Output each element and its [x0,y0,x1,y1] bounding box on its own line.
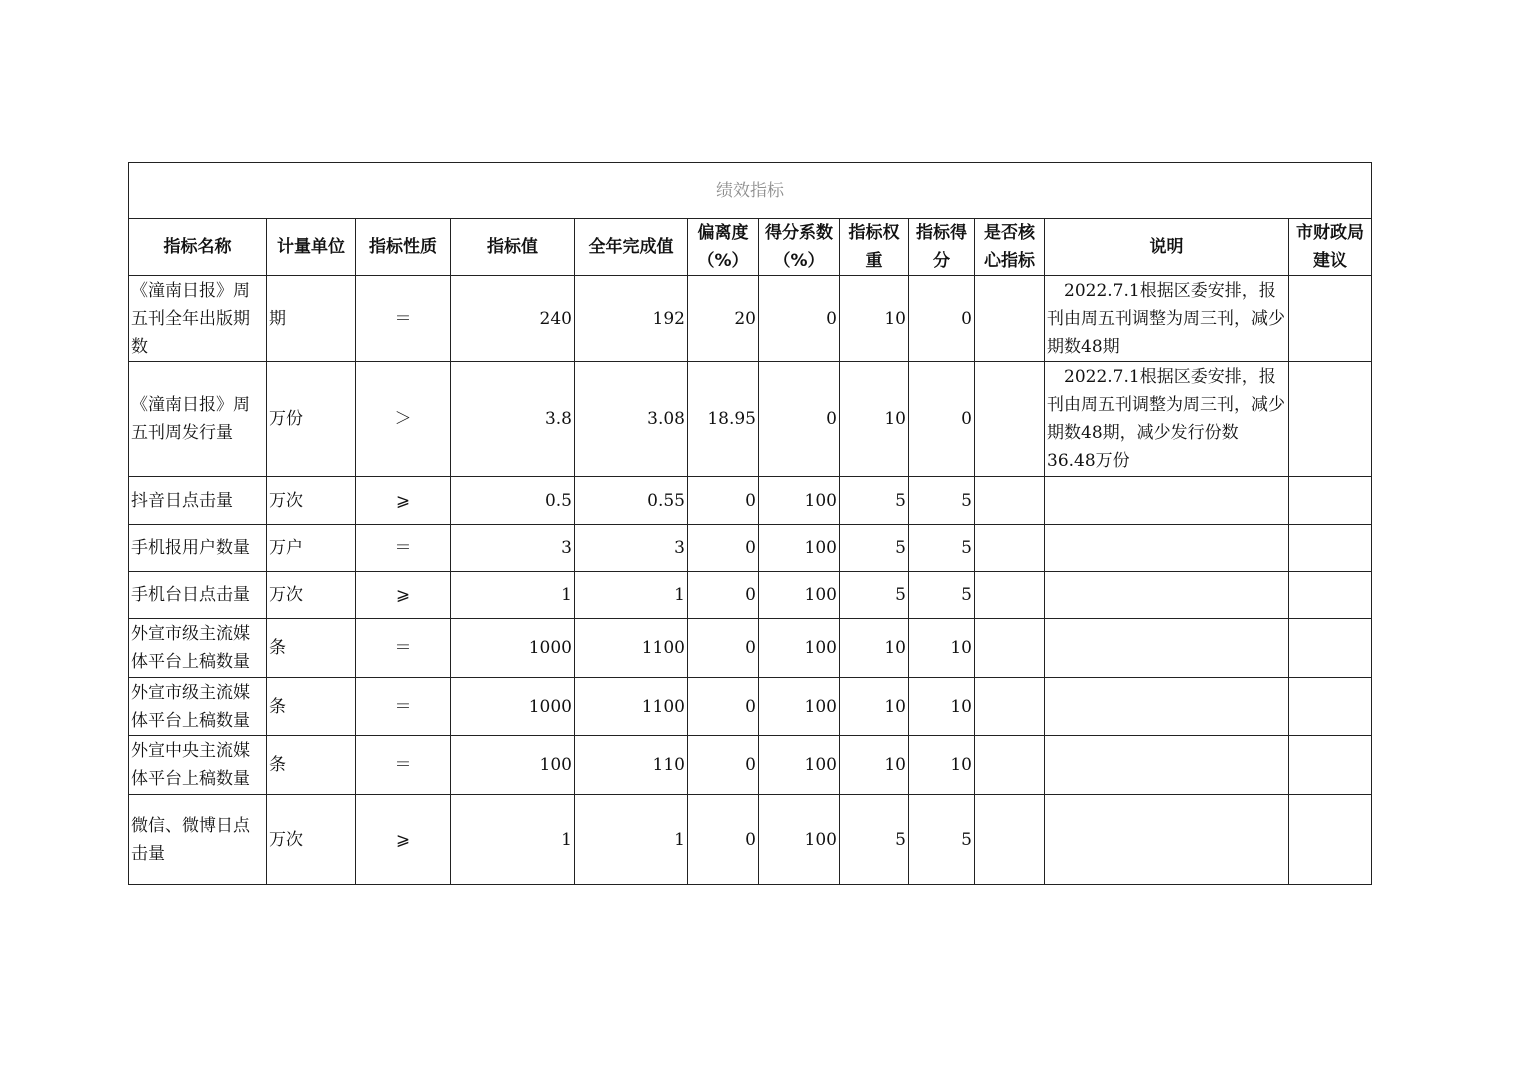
deviation-cell: 0 [688,525,759,572]
column-header-deviation: 偏离度（%） [688,219,759,276]
indicator-name-cell: 外宣中央主流媒体平台上稿数量 [129,736,267,795]
column-header-target: 指标值 [451,219,575,276]
core-indicator-cell [975,477,1045,525]
finance-bureau-advice-cell [1289,362,1372,477]
finance-bureau-advice-cell [1289,525,1372,572]
column-header-note: 说明 [1045,219,1289,276]
nature-cell: ＞ [356,362,451,477]
finance-bureau-advice-cell [1289,572,1372,619]
annual-actual-cell: 1100 [575,678,688,736]
indicator-name-cell: 微信、微博日点击量 [129,795,267,885]
indicator-score-cell: 10 [909,619,975,678]
column-header-core: 是否核心指标 [975,219,1045,276]
weight-cell: 10 [840,736,909,795]
column-header-nature: 指标性质 [356,219,451,276]
unit-cell: 期 [267,276,356,362]
weight-cell: 5 [840,477,909,525]
target-value-cell: 100 [451,736,575,795]
score-coefficient-cell: 100 [759,619,840,678]
target-value-cell: 1 [451,795,575,885]
score-coefficient-cell: 100 [759,678,840,736]
description-cell [1045,678,1289,736]
column-header-advice: 市财政局建议 [1289,219,1372,276]
indicator-name-cell: 抖音日点击量 [129,477,267,525]
score-coefficient-cell: 0 [759,276,840,362]
nature-cell: ⩾ [356,477,451,525]
indicator-name-cell: 手机报用户数量 [129,525,267,572]
description-cell [1045,736,1289,795]
annual-actual-cell: 1100 [575,619,688,678]
weight-cell: 5 [840,795,909,885]
weight-cell: 5 [840,525,909,572]
annual-actual-cell: 3 [575,525,688,572]
column-header-name: 指标名称 [129,219,267,276]
deviation-cell: 18.95 [688,362,759,477]
target-value-cell: 1 [451,572,575,619]
weight-cell: 10 [840,678,909,736]
unit-cell: 万户 [267,525,356,572]
description-cell: 2022.7.1根据区委安排，报刊由周五刊调整为周三刊，减少期数48期，减少发行份数36.48万份 [1045,362,1289,477]
core-indicator-cell [975,572,1045,619]
indicator-name-cell: 外宣市级主流媒体平台上稿数量 [129,619,267,678]
indicator-score-cell: 5 [909,477,975,525]
indicator-score-cell: 0 [909,276,975,362]
unit-cell: 条 [267,678,356,736]
weight-cell: 10 [840,276,909,362]
target-value-cell: 3.8 [451,362,575,477]
score-coefficient-cell: 100 [759,525,840,572]
indicator-score-cell: 5 [909,572,975,619]
indicator-name-cell: 外宣市级主流媒体平台上稿数量 [129,678,267,736]
column-header-actual: 全年完成值 [575,219,688,276]
indicator-name-cell: 手机台日点击量 [129,572,267,619]
finance-bureau-advice-cell [1289,276,1372,362]
target-value-cell: 0.5 [451,477,575,525]
core-indicator-cell [975,678,1045,736]
annual-actual-cell: 1 [575,572,688,619]
nature-cell: ⩾ [356,572,451,619]
table-row [129,736,1372,795]
deviation-cell: 0 [688,619,759,678]
annual-actual-cell: 1 [575,795,688,885]
annual-actual-cell: 3.08 [575,362,688,477]
deviation-cell: 0 [688,736,759,795]
description-cell: 2022.7.1根据区委安排，报刊由周五刊调整为周三刊，减少期数48期 [1045,276,1289,362]
deviation-cell: 0 [688,795,759,885]
core-indicator-cell [975,736,1045,795]
finance-bureau-advice-cell [1289,678,1372,736]
finance-bureau-advice-cell [1289,795,1372,885]
weight-cell: 5 [840,572,909,619]
nature-cell: ＝ [356,678,451,736]
annual-actual-cell: 110 [575,736,688,795]
table-row [129,477,1372,525]
finance-bureau-advice-cell [1289,477,1372,525]
deviation-cell: 0 [688,477,759,525]
score-coefficient-cell: 100 [759,572,840,619]
deviation-cell: 20 [688,276,759,362]
score-coefficient-cell: 0 [759,362,840,477]
target-value-cell: 240 [451,276,575,362]
unit-cell: 条 [267,619,356,678]
unit-cell: 条 [267,736,356,795]
table-row [129,619,1372,678]
weight-cell: 10 [840,362,909,477]
indicator-score-cell: 5 [909,525,975,572]
table-body [129,276,1372,885]
column-header-unit: 计量单位 [267,219,356,276]
description-cell [1045,619,1289,678]
core-indicator-cell [975,276,1045,362]
unit-cell: 万次 [267,572,356,619]
weight-cell: 10 [840,619,909,678]
indicator-score-cell: 10 [909,678,975,736]
nature-cell: ＝ [356,525,451,572]
target-value-cell: 1000 [451,619,575,678]
column-header-weight: 指标权重 [840,219,909,276]
unit-cell: 万份 [267,362,356,477]
indicator-score-cell: 10 [909,736,975,795]
column-header-row [129,219,1372,276]
table-title: 绩效指标 [129,163,1372,219]
annual-actual-cell: 192 [575,276,688,362]
core-indicator-cell [975,619,1045,678]
table-row [129,572,1372,619]
core-indicator-cell [975,795,1045,885]
nature-cell: ＝ [356,276,451,362]
table-row [129,525,1372,572]
indicator-name-cell: 《潼南日报》周五刊全年出版期数 [129,276,267,362]
core-indicator-cell [975,525,1045,572]
score-coefficient-cell: 100 [759,736,840,795]
score-coefficient-cell: 100 [759,477,840,525]
column-header-coef: 得分系数（%） [759,219,840,276]
deviation-cell: 0 [688,572,759,619]
core-indicator-cell [975,362,1045,477]
indicator-score-cell: 0 [909,362,975,477]
description-cell [1045,477,1289,525]
score-coefficient-cell: 100 [759,795,840,885]
table-row [129,795,1372,885]
column-header-score: 指标得分 [909,219,975,276]
indicator-score-cell: 5 [909,795,975,885]
description-cell [1045,572,1289,619]
performance-indicator-table [128,162,1372,885]
annual-actual-cell: 0.55 [575,477,688,525]
deviation-cell: 0 [688,678,759,736]
nature-cell: ⩾ [356,795,451,885]
description-cell [1045,795,1289,885]
unit-cell: 万次 [267,477,356,525]
table-row [129,678,1372,736]
unit-cell: 万次 [267,795,356,885]
indicator-name-cell: 《潼南日报》周五刊周发行量 [129,362,267,477]
target-value-cell: 1000 [451,678,575,736]
finance-bureau-advice-cell [1289,736,1372,795]
finance-bureau-advice-cell [1289,619,1372,678]
nature-cell: ＝ [356,736,451,795]
table-row [129,362,1372,477]
target-value-cell: 3 [451,525,575,572]
nature-cell: ＝ [356,619,451,678]
description-cell [1045,525,1289,572]
table-row [129,276,1372,362]
